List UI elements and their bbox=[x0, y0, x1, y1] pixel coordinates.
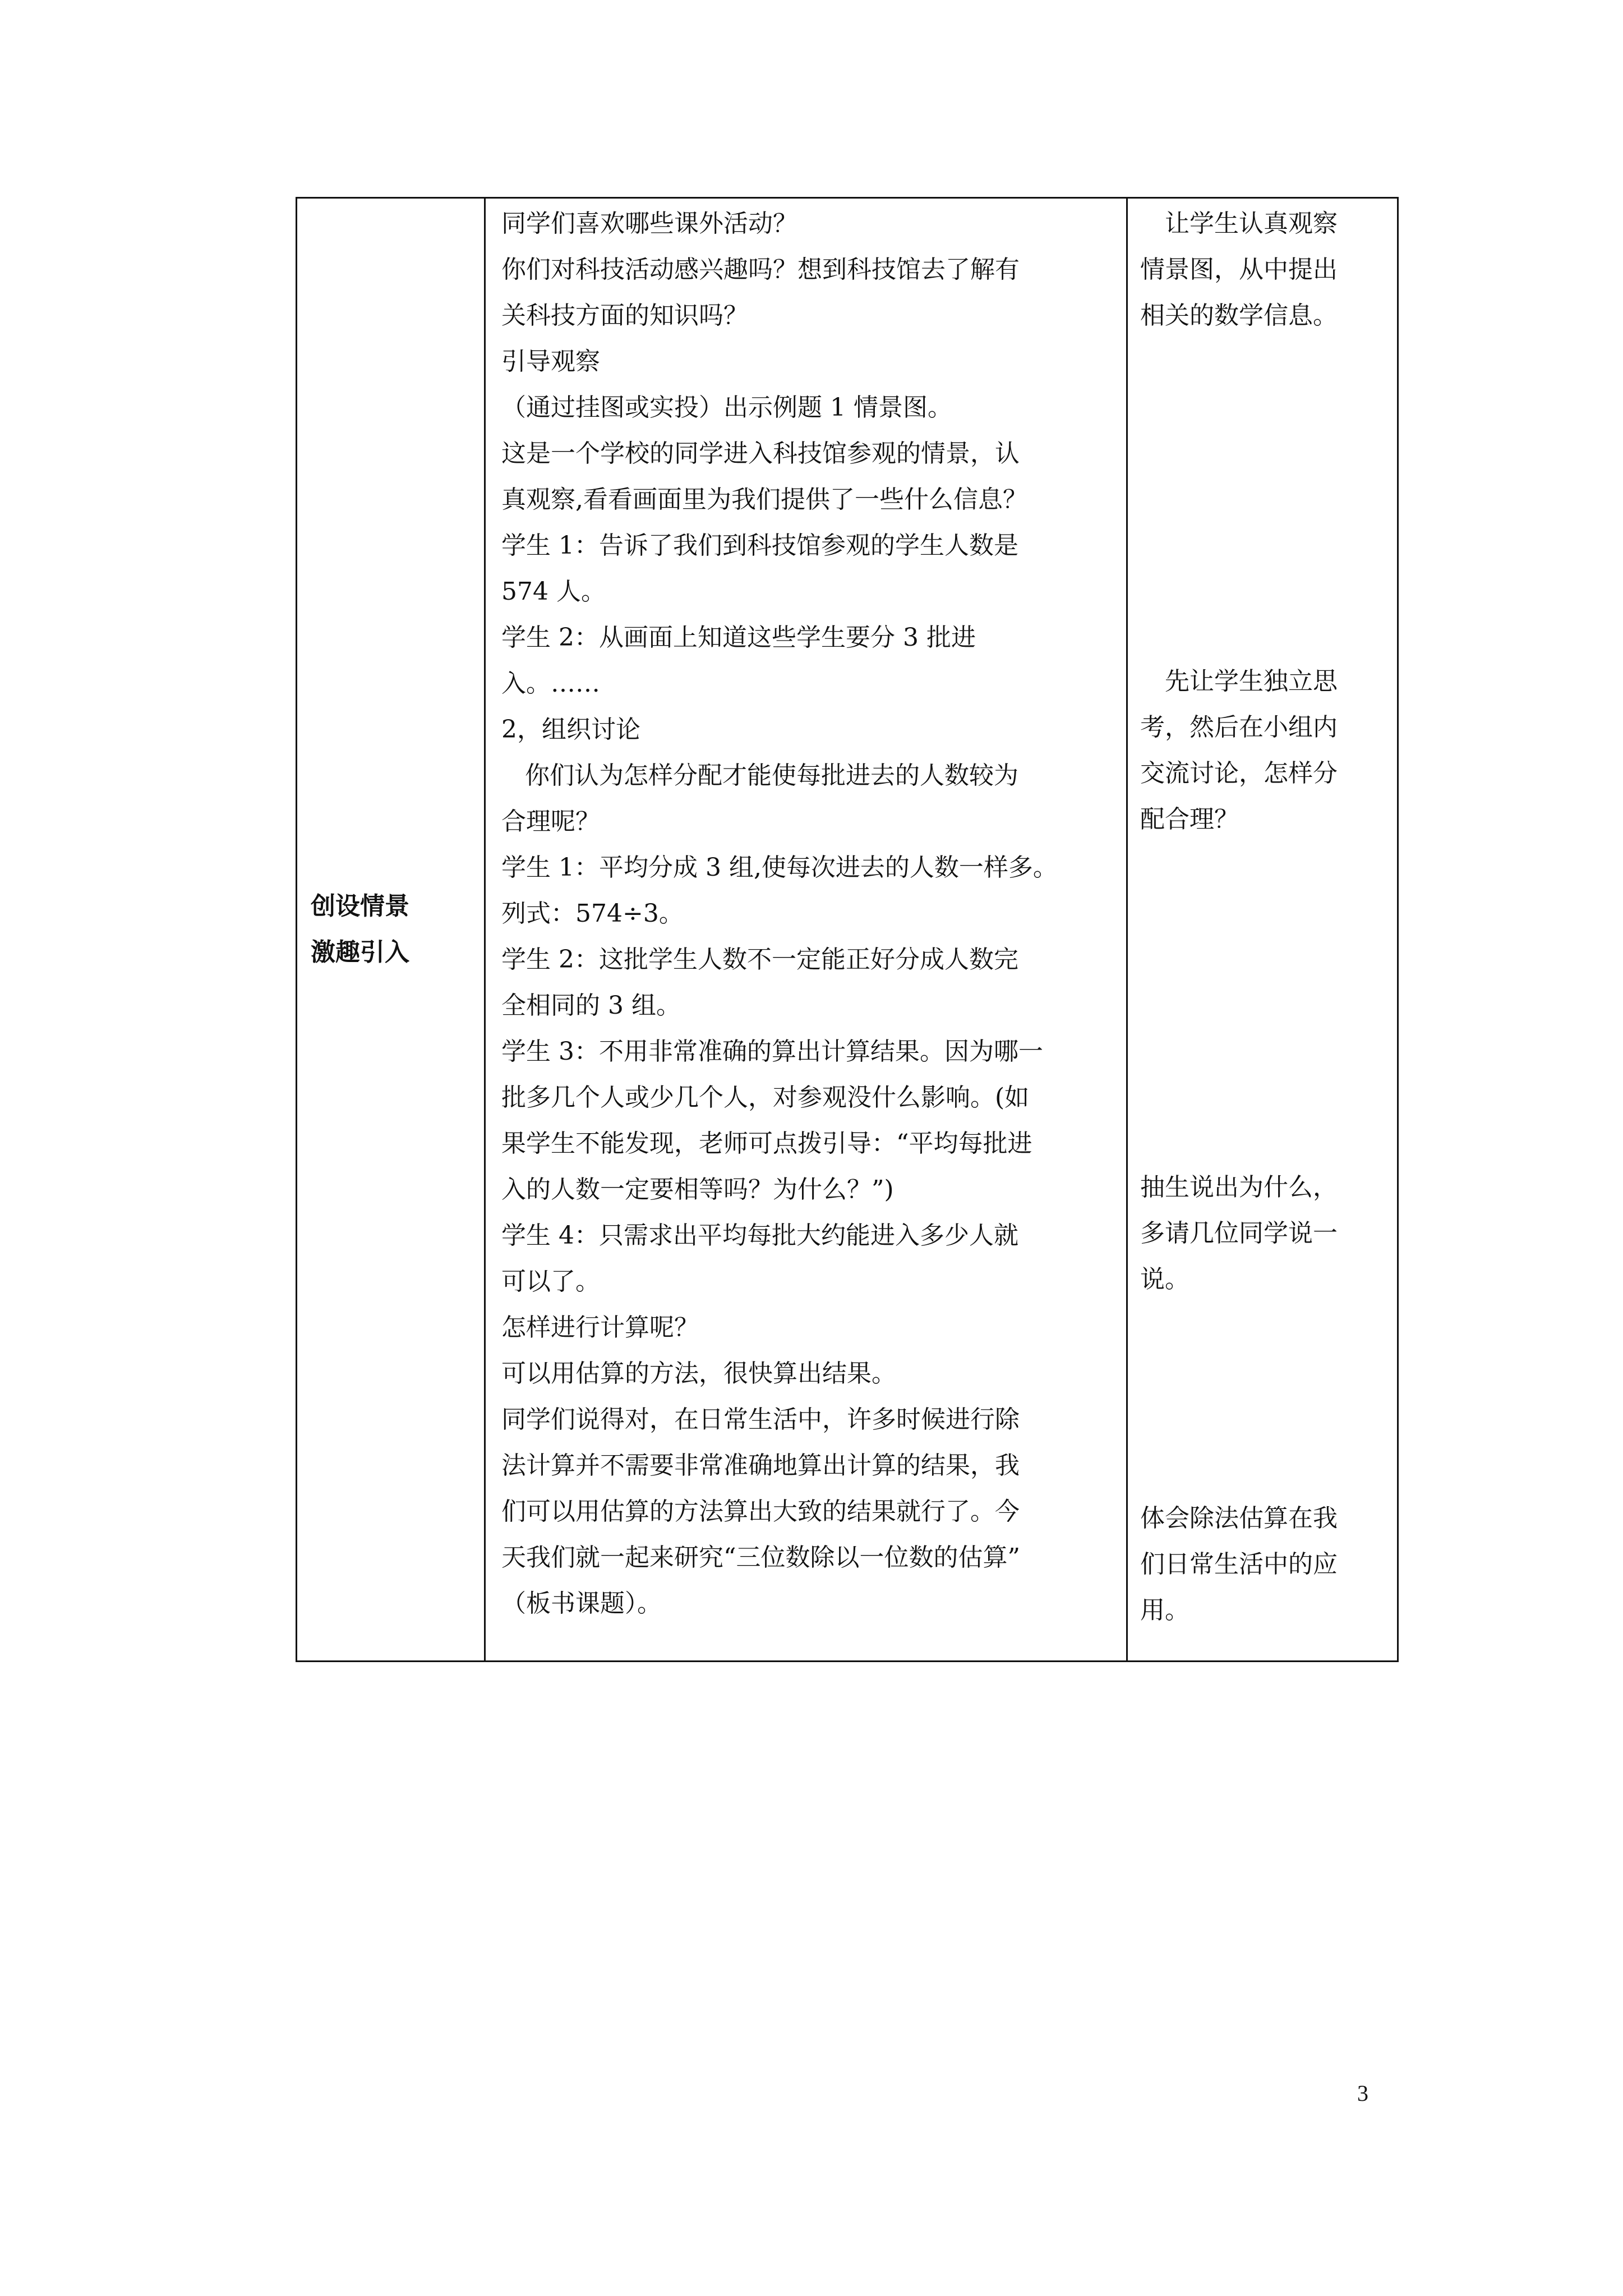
note-line: 说。 bbox=[1140, 1265, 1189, 1294]
content-line: 同学们喜欢哪些课外活动？ bbox=[501, 209, 797, 238]
table-row bbox=[297, 198, 1398, 1662]
note-line: 让学生认真观察 bbox=[1165, 209, 1338, 238]
note-line: 相关的数学信息。 bbox=[1140, 301, 1338, 330]
content-line: 天我们就一起来研究“三位数除以一位数的估算” bbox=[501, 1543, 1020, 1572]
lesson-plan-table bbox=[296, 197, 1399, 1662]
note-block bbox=[1140, 659, 1387, 843]
note-line: 考，然后在小组内 bbox=[1140, 713, 1338, 742]
stage-label-line: 激趣引入 bbox=[311, 938, 409, 967]
content-line: 学生 1：告诉了我们到科技馆参观的学生人数是 bbox=[501, 531, 1018, 560]
content-line: 怎样进行计算呢？ bbox=[501, 1313, 699, 1342]
main-content bbox=[486, 199, 1126, 1660]
content-line: 果学生不能发现，老师可点拨引导：“平均每批进 bbox=[501, 1129, 1032, 1158]
note-block bbox=[1140, 1496, 1387, 1634]
note-line: 交流讨论，怎样分 bbox=[1140, 759, 1338, 788]
note-line: 情景图，从中提出 bbox=[1140, 255, 1338, 284]
note-line: 们日常生活中的应 bbox=[1140, 1550, 1338, 1579]
note-block bbox=[1140, 201, 1387, 339]
content-line: 列式：574÷3。 bbox=[501, 899, 684, 928]
content-line: 这是一个学校的同学进入科技馆参观的情景，认 bbox=[501, 439, 1020, 468]
content-line: 2，组织讨论 bbox=[501, 715, 640, 744]
page-number: 3 bbox=[1357, 2081, 1368, 2106]
content-line: 可以用估算的方法，很快算出结果。 bbox=[501, 1359, 896, 1388]
content-line: 你们认为怎样分配才能使每批进去的人数较为 bbox=[501, 761, 1018, 790]
content-line: 同学们说得对，在日常生活中，许多时候进行除 bbox=[501, 1405, 1020, 1434]
stage-label bbox=[297, 884, 484, 976]
content-line: 合理呢？ bbox=[501, 807, 600, 836]
content-line: 批多几个人或少几个人，对参观没什么影响。(如 bbox=[501, 1083, 1030, 1112]
content-line: 真观察,看看画面里为我们提供了一些什么信息？ bbox=[501, 485, 1027, 514]
content-line: 全相同的 3 组。 bbox=[501, 991, 681, 1020]
stage-cell bbox=[297, 198, 485, 1662]
content-line: （板书课题）。 bbox=[501, 1589, 662, 1618]
content-line: （通过挂图或实投）出示例题 1 情景图。 bbox=[501, 393, 952, 422]
main-content-cell bbox=[485, 198, 1127, 1662]
content-line: 574 人。 bbox=[501, 577, 606, 606]
content-line: 入。…… bbox=[501, 669, 600, 698]
content-line: 可以了。 bbox=[501, 1267, 600, 1296]
note-line: 抽生说出为什么， bbox=[1140, 1173, 1338, 1202]
content-line: 关科技方面的知识吗？ bbox=[501, 301, 748, 330]
note-block bbox=[1140, 1165, 1387, 1303]
content-line: 你们对科技活动感兴趣吗？想到科技馆去了解有 bbox=[501, 255, 1020, 284]
notes-column bbox=[1128, 199, 1397, 1641]
notes-cell bbox=[1127, 198, 1398, 1662]
content-line: 学生 2：这批学生人数不一定能正好分成人数完 bbox=[501, 945, 1018, 974]
note-line: 多请几位同学说一 bbox=[1140, 1219, 1338, 1248]
stage-label-line: 创设情景 bbox=[311, 892, 409, 921]
content-line: 们可以用估算的方法算出大致的结果就行了。今 bbox=[501, 1497, 1020, 1526]
note-line: 先让学生独立思 bbox=[1165, 667, 1338, 696]
content-line: 学生 2：从画面上知道这些学生要分 3 批进 bbox=[501, 623, 976, 652]
content-line: 入的人数一定要相等吗？为什么？”) bbox=[501, 1175, 894, 1204]
note-line: 用。 bbox=[1140, 1596, 1189, 1625]
content-line: 学生 3：不用非常准确的算出计算结果。因为哪一 bbox=[501, 1037, 1043, 1066]
note-line: 体会除法估算在我 bbox=[1140, 1504, 1338, 1533]
content-line: 引导观察 bbox=[501, 347, 600, 376]
content-line: 学生 1：平均分成 3 组,使每次进去的人数一样多。 bbox=[501, 853, 1058, 882]
note-line: 配合理？ bbox=[1140, 805, 1239, 834]
content-line: 法计算并不需要非常准确地算出计算的结果，我 bbox=[501, 1451, 1020, 1480]
content-line: 学生 4：只需求出平均每批大约能进入多少人就 bbox=[501, 1221, 1018, 1250]
